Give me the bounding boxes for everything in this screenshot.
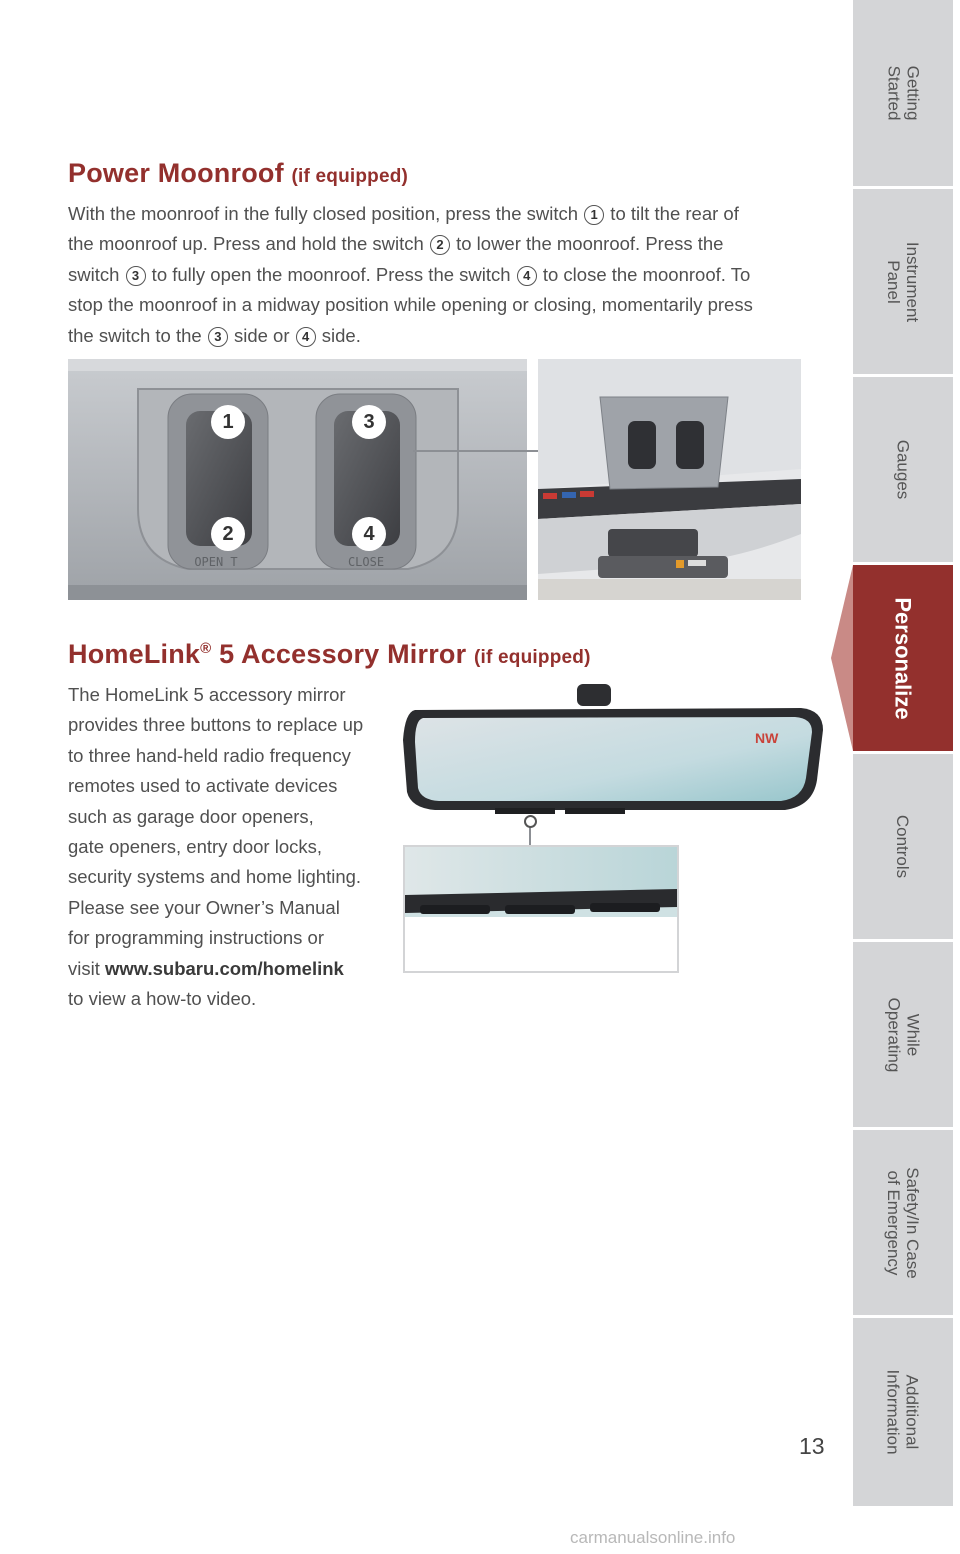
callout-2: 2 [211,517,245,551]
tab-label-controls: Controls [893,814,913,879]
visit-prefix: visit [68,957,105,979]
homelink-line-10 [68,954,388,984]
moonroof-line [68,290,808,320]
tab-additional-information[interactable] [853,1318,953,1506]
homelink-line-7: security systems and home lighting. [68,866,362,888]
homelink-mirror-photo [385,680,829,820]
tab-instrument-panel[interactable] [853,189,953,374]
step-number-circle: 4 [517,266,537,286]
moonroof-text: the moonroof up. Press and hold the switch [68,233,429,255]
tab-gauges[interactable] [853,377,953,562]
homelink-title: HomeLink [68,639,201,669]
moonroof-text: side or [228,324,295,346]
moonroof-title-suffix: (if equipped) [291,166,409,187]
homelink-url-link[interactable]: www.subaru.com/homelink [105,957,344,979]
homelink-line-9: for programming instructions or [68,927,325,949]
step-number-circle: 2 [430,235,450,255]
tab-label-additional-information: Additional Information [883,1369,922,1455]
moonroof-text: side. [316,324,361,346]
tab-label-getting-started: Getting Started [884,65,922,121]
mirror-buttons-closeup [403,845,679,973]
tab-label-safety-emergency: Safety/In Case of Emergency [884,1166,923,1279]
tab-label-while-operating: While Operating [883,997,922,1072]
tab-personalize[interactable] [853,565,953,751]
homelink-title-rest: 5 Accessory Mirror [211,639,467,669]
moonroof-text: to fully open the moonroof. Press the switch [146,263,516,285]
homelink-line-6: gate openers, entry door locks, [68,836,323,858]
moonroof-text: stop the moonroof in a midway position while opening or closing, momentarily press [68,294,753,316]
callout-4: 4 [352,517,386,551]
moonroof-heading [68,158,408,189]
moonroof-switch-photo [68,359,527,600]
active-tab-notch [831,565,853,751]
tab-safety-emergency[interactable] [853,1130,953,1315]
page-number: 13 [799,1433,825,1459]
moonroof-paragraph [68,199,808,351]
section-sidebar [853,0,960,1554]
callout-3: 3 [352,405,386,439]
step-number-circle: 4 [296,327,316,347]
homelink-line-11: to view a how-to video. [68,988,257,1010]
step-number-circle: 3 [208,327,228,347]
compass-display: NW [755,730,779,746]
step-number-circle: 1 [584,205,604,225]
moonroof-text: to close the moonroof. To [537,263,751,285]
mirror-leader-dot [524,815,537,828]
moonroof-line [68,260,808,290]
homelink-line-3: to three hand-held radio frequency [68,744,351,766]
homelink-line-1: The HomeLink 5 accessory mirror [68,684,346,705]
homelink-title-suffix: (if equipped) [474,647,591,668]
moonroof-text: to lower the moonroof. Press the [450,233,724,255]
moonroof-text: switch [68,263,125,285]
overhead-console-drawing [538,359,801,600]
registered-mark: ® [200,640,212,657]
open-switch-label: OPEN T [194,555,238,569]
tab-while-operating[interactable] [853,942,953,1127]
tab-controls[interactable] [853,754,953,939]
moonroof-line [68,229,808,259]
tab-label-instrument-panel: Instrument Panel [884,241,922,322]
homelink-line-2: provides three buttons to replace up [68,714,364,736]
moonroof-text: With the moonroof in the fully closed position, press the switch [68,203,584,224]
tab-getting-started[interactable] [853,0,953,186]
close-switch-label: CLOSE [347,555,385,569]
moonroof-text: to tilt the rear of [605,203,739,224]
homelink-line-5: such as garage door openers, [68,805,314,827]
homelink-heading [68,639,591,670]
mirror-closeup-drawing [405,847,677,971]
tab-label-personalize: Personalize [890,596,916,720]
moonroof-line [68,321,808,351]
homelink-line-4: remotes used to activate devices [68,775,338,797]
callout-1: 1 [211,405,245,439]
moonroof-text: the switch to the [68,324,207,346]
moonroof-title: Power Moonroof [68,158,284,188]
moonroof-line [68,199,808,229]
homelink-line-8: Please see your Owner’s Manual [68,896,340,918]
overhead-console-photo [538,359,801,600]
moonroof-switch-drawing [68,359,527,600]
homelink-paragraph [68,680,388,1014]
tab-label-gauges: Gauges [893,439,913,500]
watermark: carmanualsonline.info [570,1528,736,1547]
mirror-drawing [385,680,829,820]
step-number-circle: 3 [126,266,146,286]
